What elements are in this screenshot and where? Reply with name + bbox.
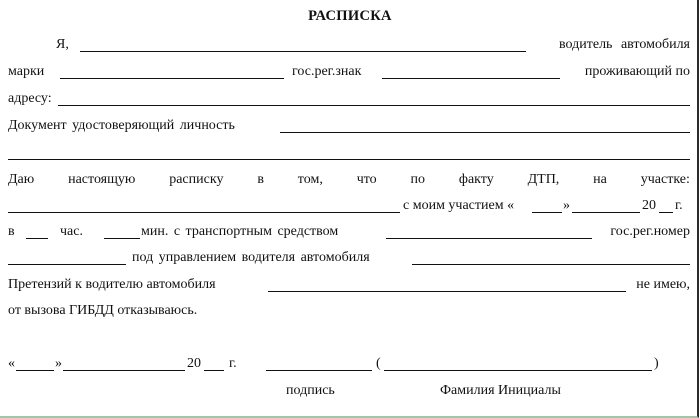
statement-word: факту bbox=[458, 172, 494, 187]
label-year-suffix: г. bbox=[675, 198, 683, 213]
field-sign-year[interactable] bbox=[204, 370, 224, 371]
label-hour: час. bbox=[60, 224, 83, 239]
statement-word: участке: bbox=[640, 172, 690, 187]
field-sign-month[interactable] bbox=[63, 370, 185, 371]
field-id-document[interactable] bbox=[280, 132, 690, 133]
label-brand: марки bbox=[8, 64, 45, 79]
statement-word: ДТП, bbox=[527, 172, 560, 187]
label-driver: водитель автомобиля bbox=[559, 37, 690, 52]
field-address[interactable] bbox=[58, 105, 690, 106]
field-other-driver[interactable] bbox=[412, 264, 690, 265]
label-claims: Претензий к водителю автомобиля bbox=[8, 277, 216, 292]
line-time bbox=[8, 224, 690, 242]
field-accident-month[interactable] bbox=[572, 212, 640, 213]
field-hour[interactable] bbox=[26, 238, 48, 239]
label-year-prefix: 20 bbox=[642, 198, 656, 213]
label-paren-close: ) bbox=[654, 356, 659, 371]
label-sign-year-prefix: 20 bbox=[187, 356, 201, 371]
label-paren-open: ( bbox=[376, 356, 381, 371]
statement-word: в bbox=[257, 172, 264, 187]
field-car-brand[interactable] bbox=[60, 78, 284, 79]
label-open-quote: « bbox=[8, 356, 15, 371]
line-brand bbox=[8, 64, 690, 82]
label-participation: с моим участием « bbox=[403, 198, 515, 213]
label-driving: под управлением водителя автомобиля bbox=[132, 250, 370, 265]
field-accident-day[interactable] bbox=[532, 212, 562, 213]
line-id-document-cont bbox=[8, 145, 690, 163]
field-other-vehicle[interactable] bbox=[386, 238, 592, 239]
field-full-name-initials[interactable] bbox=[384, 370, 652, 371]
line-captions bbox=[8, 383, 690, 401]
field-id-document-cont[interactable] bbox=[8, 159, 690, 160]
label-v: в bbox=[8, 224, 15, 239]
field-accident-year[interactable] bbox=[659, 212, 673, 213]
label-sign-year-suffix: г. bbox=[229, 356, 237, 371]
label-id-document: Документ удостоверяющий личность bbox=[8, 118, 235, 133]
field-sign-day[interactable] bbox=[16, 370, 54, 371]
caption-name: Фамилия Инициалы bbox=[440, 383, 561, 398]
label-plate: гос.рег.знак bbox=[292, 64, 362, 79]
statement-word: настоящую bbox=[68, 172, 136, 187]
label-close-quote: » bbox=[563, 198, 570, 213]
line-name bbox=[8, 37, 690, 55]
line-address bbox=[8, 91, 690, 109]
statement-words bbox=[8, 172, 690, 188]
line-signature bbox=[8, 356, 690, 374]
label-plate-number: гос.рег.номер bbox=[610, 224, 690, 239]
label-refusal: от вызова ГИБДД отказываюсь. bbox=[8, 303, 198, 318]
statement-word: по bbox=[410, 172, 426, 187]
statement-word: что bbox=[356, 172, 377, 187]
field-other-plate[interactable] bbox=[8, 264, 126, 265]
line-claims bbox=[8, 277, 690, 295]
statement-word: расписку bbox=[169, 172, 224, 187]
field-signature[interactable] bbox=[266, 370, 372, 371]
label-living: проживающий по bbox=[584, 64, 690, 79]
label-close-quote-sign: » bbox=[55, 356, 62, 371]
line-location bbox=[8, 198, 690, 216]
document-title: РАСПИСКА bbox=[308, 8, 392, 24]
field-fullname[interactable] bbox=[80, 51, 526, 52]
line-statement bbox=[8, 172, 690, 190]
statement-word: Даю bbox=[8, 172, 35, 187]
line-other-driver bbox=[8, 250, 690, 268]
field-claims-car[interactable] bbox=[268, 291, 626, 292]
label-ya: Я, bbox=[56, 37, 69, 52]
line-refusal bbox=[8, 303, 690, 321]
statement-word: на bbox=[593, 172, 607, 187]
label-address: адресу: bbox=[8, 91, 52, 106]
line-id-document bbox=[8, 118, 690, 136]
field-car-plate[interactable] bbox=[382, 78, 560, 79]
label-no-claims: не имею, bbox=[636, 277, 690, 292]
field-minute[interactable] bbox=[104, 238, 140, 239]
statement-word: том, bbox=[297, 172, 323, 187]
label-vehicle: мин. с транспортным средством bbox=[141, 224, 339, 239]
field-accident-location[interactable] bbox=[8, 212, 400, 213]
caption-signature: подпись bbox=[286, 383, 335, 398]
